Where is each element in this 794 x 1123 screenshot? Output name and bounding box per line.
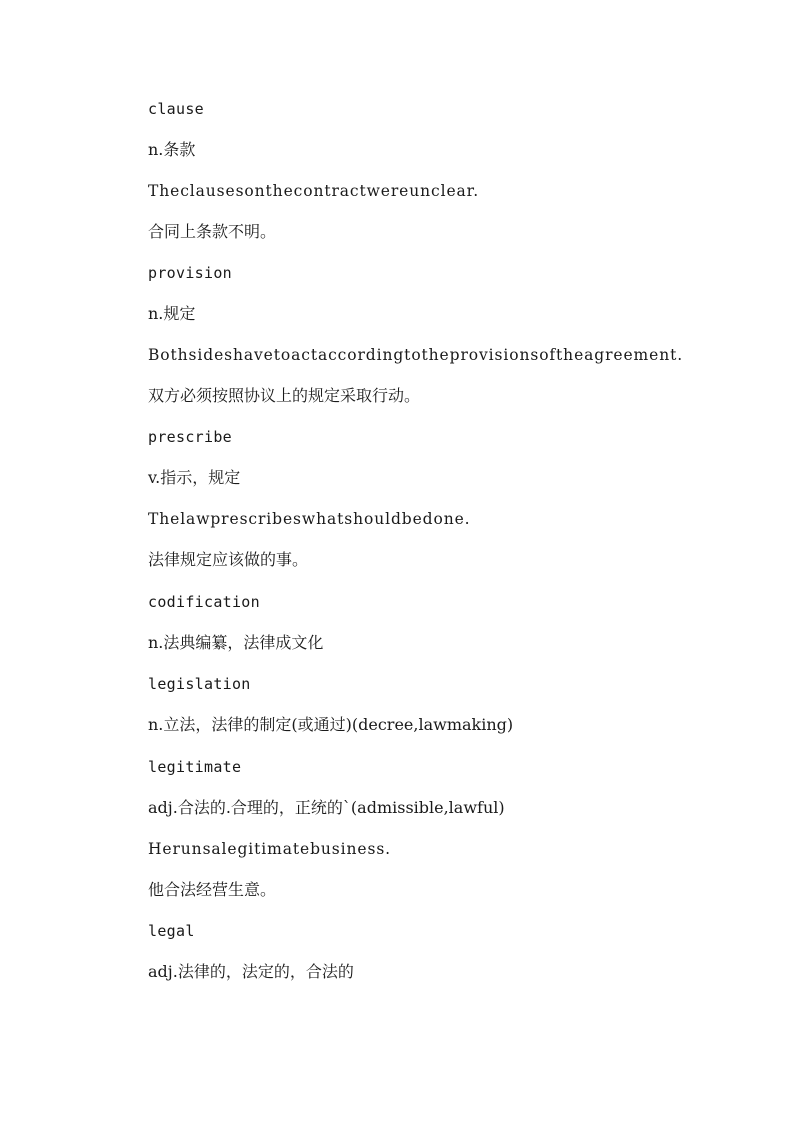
entry-definition: adj.合法的.合理的，正统的`(admissible,lawful) <box>148 798 505 817</box>
entry-example-zh: 双方必须按照协议上的规定采取行动。 <box>148 386 421 405</box>
entry-example-zh: 他合法经营生意。 <box>148 880 277 899</box>
entry-word: legal <box>148 922 195 940</box>
entry-definition: n.法典编纂，法律成文化 <box>148 633 324 652</box>
entry-word: legislation <box>148 675 251 693</box>
entry-definition: adj.法律的，法定的，合法的 <box>148 962 354 981</box>
entry-word: legitimate <box>148 758 242 776</box>
entry-example-zh: 法律规定应该做的事。 <box>148 550 309 569</box>
entry-word: provision <box>148 264 232 282</box>
entry-word: prescribe <box>148 428 232 446</box>
entry-definition: n.立法，法律的制定(或通过)(decree,lawmaking) <box>148 715 514 734</box>
entry-example-en: Herunsalegitimatebusiness. <box>148 840 392 858</box>
entry-word: clause <box>148 100 204 118</box>
entry-definition: n.规定 <box>148 304 196 323</box>
entry-word: codification <box>148 593 260 611</box>
entry-definition: n.条款 <box>148 140 196 159</box>
entry-example-en: Thelawprescribeswhatshouldbedone. <box>148 510 471 528</box>
entry-definition: v.指示，规定 <box>148 468 241 487</box>
entry-example-en: Theclausesonthecontractwereunclear. <box>148 182 480 200</box>
entry-example-zh: 合同上条款不明。 <box>148 222 277 241</box>
entry-example-en: Bothsideshavetoactaccordingtotheprovisionsoftheagreement. <box>148 346 684 364</box>
